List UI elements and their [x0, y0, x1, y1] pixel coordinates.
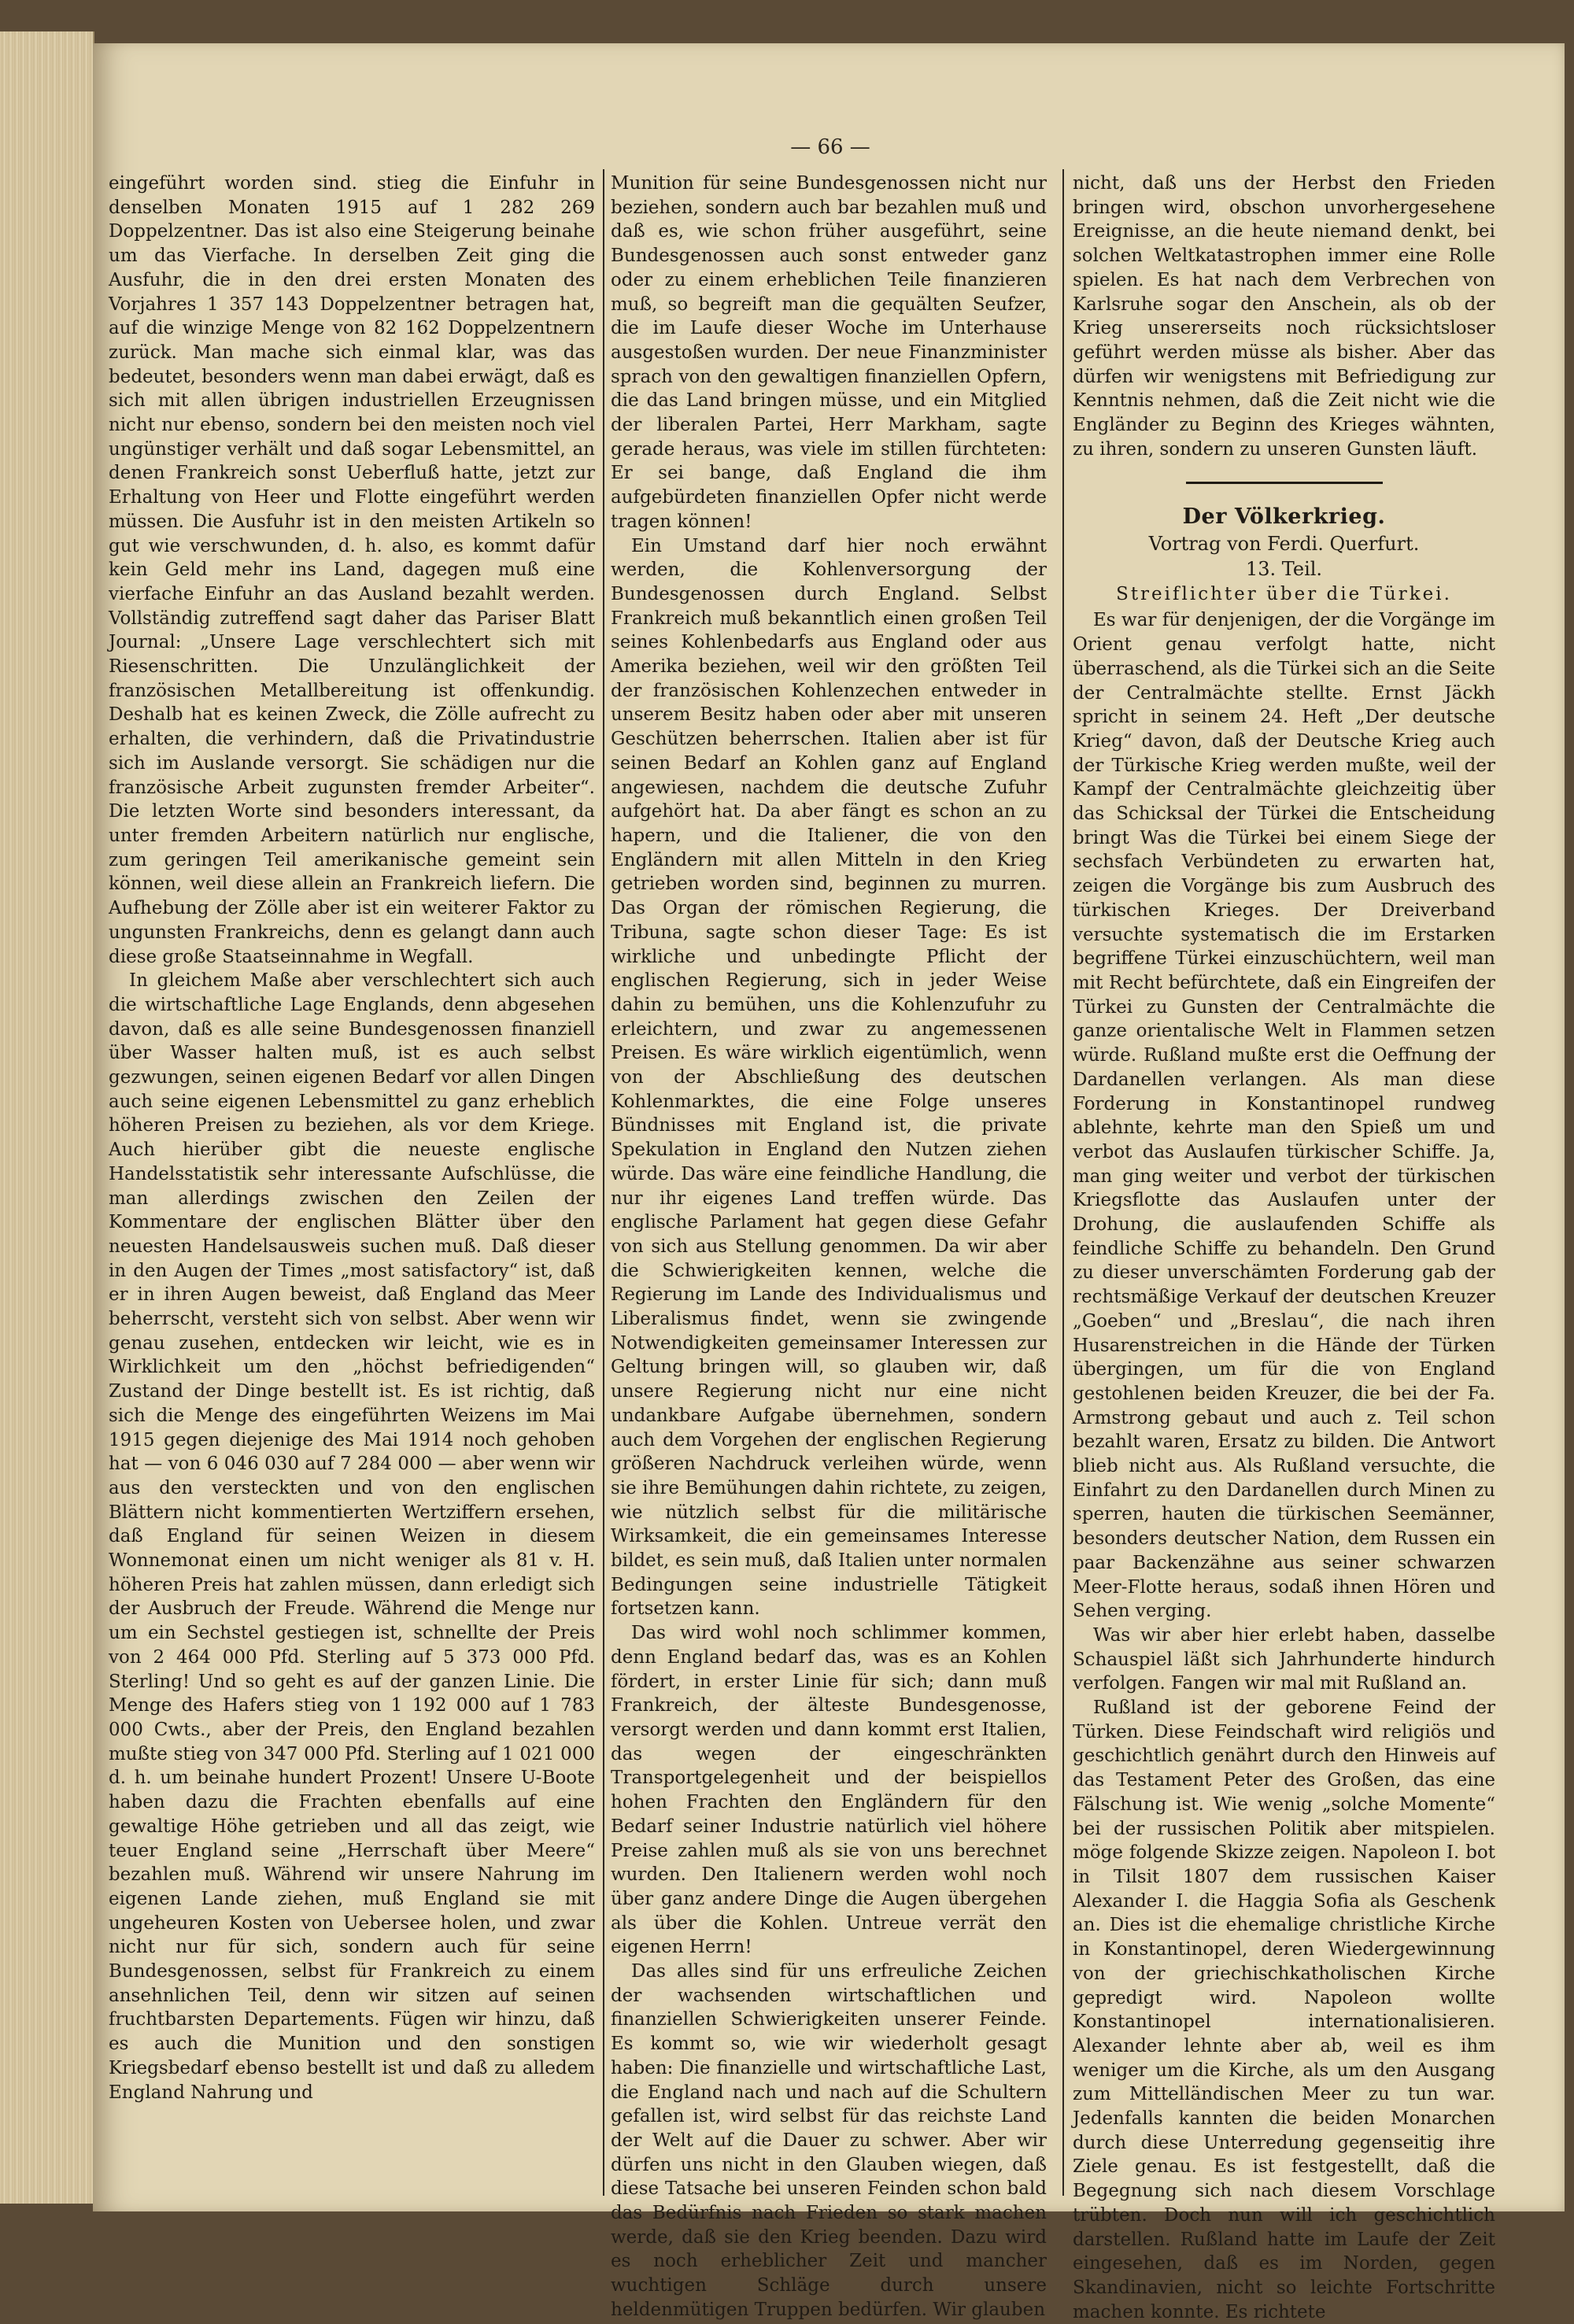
article-title: Der Völkerkrieg. [1182, 504, 1386, 530]
column-rule [1062, 169, 1064, 2196]
paragraph: In gleichem Maße aber verschlechtert sich auch die wirtschaftliche Lage Englands, denn abgesehen davon, daß es alle seine Bundesgenossen finanziell über Wasser halten muß, ist es auch selbst gezwungen, seinen eigenen Bedarf vor allen Dingen auch seine eigenen Lebensmittel zu ganz erheblich höheren Preisen zu beziehen, als vor dem Kriege. Auch hierüber gibt die neueste englische Handelsstatistik sehr interessante Aufschlüsse, die man allerdings zwischen den Zeilen der Kommentare der englischen Blätter über den neuesten Handelsausweis suchen muß. Daß dieser in den Augen der Times „most satisfactory“ ist, daß er in ihren Augen beweist, daß England das Meer beherrscht, versteht sich von selbst. Aber wenn wir genau zusehen, entdecken wir leicht, wie es in Wirklichkeit um den „höchst befriedigenden“ Zustand der Dinge bestellt ist. Es ist richtig, daß sich die Menge des eingeführten Weizens im Mai 1915 gegen diejenige des Mai 1914 noch gehoben hat — von 6 046 030 auf 7 284 000 — aber wenn wir aus den versteckten und von den englischen Blättern nicht kommentierten Wertziffern ersehen, daß England für seinen Weizen in diesem Wonnemonat einen um nicht weniger als 81 v. H. höheren Preis hat zahlen müssen, dann erledigt sich der Ausbruch der Freude. Während die Menge nur um ein Sechstel gestiegen ist, schnellte der Preis von 2 464 000 Pfd. Sterling auf 5 373 000 Pfd. Sterling! Und so geht es auf der ganzen Linie. Die Menge des Hafers stieg von 1 192 000 auf 1 783 000 Cwts., aber der Preis, den England bezahlen mußte stieg von 347 000 Pfd. Sterling auf 1 021 000 d. h. um beinahe hundert Prozent! Unsere U-Boote haben dazu die Frachten ebenfalls auf eine gewaltige Höhe getrieben und all das zeigt, wie teuer England seine „Herrschaft über Meere“ bezahlen muß. Während wir unsere Nahrung im eigenen Lande ziehen, muß England sie mit ungeheuren Kosten von Uebersee holen, und zwar nicht nur für sich, sondern auch für seine Bundesgenossen, selbst für Frankreich zu einem ansehnlichen Teil, denn wir sitzen auf seinen fruchtbarsten Departements. Fügen wir hinzu, daß es auch die Munition und den sonstigen Kriegsbedarf ebenso bestellt ist und daß zu alledem England Nahrung und [109, 970, 595, 2103]
paragraph: Das wird wohl noch schlimmer kommen, denn England bedarf das, was es an Kohlen fördert, in erster Linie für sich; dann muß Frankreich, der älteste Bundesgenosse, versorgt werden und dann kommt erst Italien, das wegen der eingeschränkten Transportgelegenheit und der beispiellos hohen Frachten den Engländern für den Bedarf seiner Industrie natürlich viel höhere Preise zahlen muß als sie von uns berechnet wurden. Den Italienern werden wohl noch über ganz andere Dinge die Augen übergehen als über die Kohlen. Untreue verrät den eigenen Herrn! [611, 1623, 1047, 1958]
paragraph: Was wir aber hier erlebt haben, dasselbe Schauspiel läßt sich Jahrhunderte hindurch verfolgen. Fangen wir mal mit Rußland an. [1073, 1624, 1495, 1694]
article-byline: Vortrag von Ferdi. Querfurt. [1148, 533, 1420, 556]
text-column-1 [109, 172, 595, 2194]
article-part: 13. Teil. [1245, 558, 1323, 581]
paragraph: eingeführt worden sind. stieg die Einfuhr in denselben Monaten 1915 auf 1 282 269 Doppelzentner. Das ist also eine Steigerung beinahe um das Vierfache. In derselben Zeit ging die Ausfuhr, die in den drei ersten Monaten des Vorjahres 1 357 143 Doppelzentner betragen hat, auf die winzige Menge von 82 162 Doppelzentnern zurück. Man mache sich einmal klar, was das bedeutet, besonders wenn man dabei erwägt, daß es sich mit allen übrigen industriellen Erzeugnissen nicht nur ebenso, sondern bei den meisten noch viel ungünstiger verhält und daß sogar Lebensmittel, an denen Frankreich sonst Ueberfluß hatte, jetzt zur Erhaltung von Heer und Flotte eingeführt werden müssen. Die Ausfuhr ist in den meisten Artikeln so gut wie verschwunden, d. h. also, es kommt dafür kein Geld mehr ins Land, dagegen muß eine vierfache Einfuhr an das Ausland bezahlt werden. Vollständig zutreffend sagt daher das Pariser Blatt Journal: „Unsere Lage verschlechtert sich mit Riesenschritten. Die Unzulänglichkeit der französischen Metallbereitung ist offenkundig. Deshalb hat es keinen Zweck, die Zölle aufrecht zu erhalten, die verhindern, daß die Privatindustrie sich im Auslande versorgt. Sie schädigen nur die französische Arbeit zugunsten fremder Arbeiter“. Die letzten Worte sind besonders interessant, da unter fremden Arbeitern natürlich nur englische, zum geringen Teil amerikanische gemeint sein können, weil diese allein an Frankreich liefern. Die Aufhebung der Zölle aber ist ein weiterer Faktor zu ungunsten Frankreichs, denn es gelangt dann auch diese große Staatseinnahme in Wegfall. [109, 173, 595, 967]
paragraph: nicht, daß uns der Herbst den Frieden bringen wird, obschon unvorhergesehene Ereignisse, an die heute niemand denkt, bei solchen Weltkatastrophen immer eine Rolle spielen. Es hat nach dem Verbrechen von Karlsruhe sogar den Anschein, als ob der Krieg unsererseits noch rücksichtsloser geführt werden müsse als bisher. Aber das dürfen wir wenigstens mit Befriedigung zur Kenntnis nehmen, daß die Zeit nicht wie die Engländer zu Beginn des Krieges wähnten, zu ihren, sondern zu unseren Gunsten läuft. [1073, 173, 1495, 460]
column-rule [603, 169, 604, 2196]
text-column-2 [611, 172, 1047, 2320]
section-divider [1186, 482, 1383, 484]
paragraph: Ein Umstand darf hier noch erwähnt werden, die Kohlenversorgung der Bundesgenossen durch England. Selbst Frankreich muß bekanntlich einen großen Teil seines Kohlenbedarfs aus England oder aus Amerika beziehen, weil wir den größten Teil der französischen Kohlenzechen entweder in unserem Besitz haben oder aber mit unseren Geschützen beherrschen. Italien aber ist für seinen Bedarf an Kohlen ganz auf England angewiesen, nachdem die deutsche Zufuhr aufgehört hat. Da aber fängt es schon an zu hapern, und die Italiener, die von den Engländern mit allen Mitteln in den Krieg getrieben worden sind, beginnen zu murren. Das Organ der römischen Regierung, die Tribuna, sagte schon dieser Tage: Es ist wirkliche und unbedingte Pflicht der englischen Regierung, sich in jeder Weise dahin zu bemühen, uns die Kohlenzufuhr zu erleichtern, und zwar zu angemessenen Preisen. Es wäre wirklich eigentümlich, wenn von der Abschließung des deutschen Kohlenmarktes, die eine Folge unseres Bündnisses mit England ist, die private Spekulation in England den Nutzen ziehen würde. Das wäre eine feindliche Handlung, die nur ihr eigenes Land treffen würde. Das englische Parlament hat gegen diese Gefahr von sich aus Stellung genommen. Da wir aber die Schwierigkeiten kennen, welche die Regierung im Lande des Individualismus und Liberalismus findet, wenn sie zwingende Notwendigkeiten gemeinsamer Interessen zur Geltung bringen will, so glauben wir, daß unsere Regierung nicht nur eine nicht undankbare Aufgabe übernehmen, sondern auch dem Vorgehen der englischen Regierung größeren Nachdruck verleihen würde, wenn sie ihre Bemühungen dahin richtete, zu zeigen, wie nützlich selbst für die militärische Wirksamkeit, die ein gemeinsames Interesse bildet, es sein muß, daß Italien unter normalen Bedingungen seine industrielle Tätigkeit fortsetzen kann. [611, 535, 1047, 1620]
page-number: — 66 — [790, 135, 870, 159]
text-column-3 [1073, 172, 1495, 2322]
paragraph: Rußland ist der geborene Feind der Türken. Diese Feindschaft wird religiös und geschichtlich genährt durch den Hinweis auf das Testament Peter des Großen, das eine Fälschung ist. Wie wenig „solche Momente“ bei der russischen Politik aber mitspielen. möge folgende Skizze zeigen. Napoleon I. bot in Tilsit 1807 dem russischen Kaiser Alexander I. die Haggia Sofia als Geschenk an. Dies ist die ehemalige christliche Kirche in Konstantinopel, deren Wiedergewinnung von der griechischkatholischen Kirche gepredigt wird. Napoleon wollte Konstantinopel internationalisieren. Alexander lehnte aber ab, weil es ihm weniger um die Kirche, als um den Ausgang zum Mittelländischen Meer zu tun war. Jedenfalls kannten die beiden Monarchen durch diese Unterredung gegenseitig ihre Ziele genau. Es ist festgestellt, daß die Begegnung sich nach diesem Vorschlage trübten. Doch nun will ich geschichtlich darstellen. Rußland hatte im Laufe der Zeit eingesehen, daß es im Norden, gegen Skandinavien, nicht so leichte Fortschritte machen konnte. Es richtete [1073, 1698, 1495, 2322]
paragraph: Munition für seine Bundesgenossen nicht nur beziehen, sondern auch bar bezahlen muß und daß es, wie schon früher ausgeführt, seine Bundesgenossen auch sonst entweder ganz oder zu einem erheblichen Teile finanzieren muß, so begreift man die gequälten Seufzer, die im Laufe dieser Woche im Unterhause ausgestoßen wurden. Der neue Finanzminister sprach von den gewaltigen finanziellen Opfern, die das Land bringen müsse, und ein Mitglied der liberalen Partei, Herr Markham, sagte gerade heraus, was viele im stillen fürchteten: Er sei bange, daß England die ihm aufgebürdeten finanziellen Opfer nicht werde tragen können! [611, 173, 1047, 532]
book-page-edges [0, 31, 94, 2204]
article-subtitle: Streiflichter über die Türkei. [1116, 584, 1452, 605]
paragraph: Es war für denjenigen, der die Vorgänge im Orient genau verfolgt hatte, nicht überraschend, als die Türkei sich an die Seite der Centralmächte stellte. Ernst Jäckh spricht in seinem 24. Heft „Der deutsche Krieg“ davon, daß der Deutsche Krieg auch der Türkische Krieg werden mußte, weil der Kampf der Centralmächte gleichzeitig über das Schicksal der Türkei die Entscheidung bringt Was die Türkei bei einem Siege der sechsfach Verbündeten zu erwarten hat, zeigen die Vorgänge bis zum Ausbruch des türkischen Krieges. Der Dreiverband versuchte systematisch die im Erstarken begriffene Türkei einzuschüchtern, weil man mit Recht befürchtete, daß ein Eingreifen der Türkei zu Gunsten der Centralmächte die ganze orientalische Welt in Flammen setzen würde. Rußland mußte erst die Oeffnung der Dardanellen verlangen. Als man diese Forderung in Konstantinopel rundweg ablehnte, kehrte man den Spieß um und verbot das Auslaufen türkischer Schiffe. Ja, man ging weiter und verbot der türkischen Kriegsflotte das Auslaufen unter der Drohung, die auslaufenden Schiffe als feindliche Schiffe zu behandeln. Den Grund zu dieser unverschämten Forderung gab der rechtsmäßige Verkauf der deutschen Kreuzer „Goeben“ und „Breslau“, die nach ihren Husarenstreichen in die Hände der Türken übergingen, um für die von England gestohlenen beiden Kreuzer, die bei der Fa. Armstrong gebaut und auch z. Teil schon bezahlt waren, Ersatz zu bilden. Die Antwort blieb nicht aus. Als Rußland versuchte, die Einfahrt zu den Dardanellen durch Minen zu sperren, hauten die türkischen Seemänner, besonders deutscher Nation, dem Russen ein paar Backenzähne aus seiner schwarzen Meer-Flotte heraus, sodaß ihnen Hören und Sehen verging. [1073, 610, 1495, 1622]
paragraph: Das alles sind für uns erfreuliche Zeichen der wachsenden wirtschaftlichen und finanziellen Schwierigkeiten unserer Feinde. Es kommt so, wie wir wiederholt gesagt haben: Die finanzielle und wirtschaftliche Last, die England nach und nach auf die Schultern gefallen ist, wird selbst für das reichste Land der Welt auf die Dauer zu schwer. Aber wir dürfen uns nicht in den Glauben wiegen, daß diese Tatsache bei unseren Feinden schon bald das Bedürfnis nach Frieden so stark machen werde, daß sie den Krieg beenden. Dazu wird es noch erheblicher Zeit und mancher wuchtigen Schläge durch unsere heldenmütigen Truppen bedürfen. Wir glauben [611, 1961, 1047, 2320]
